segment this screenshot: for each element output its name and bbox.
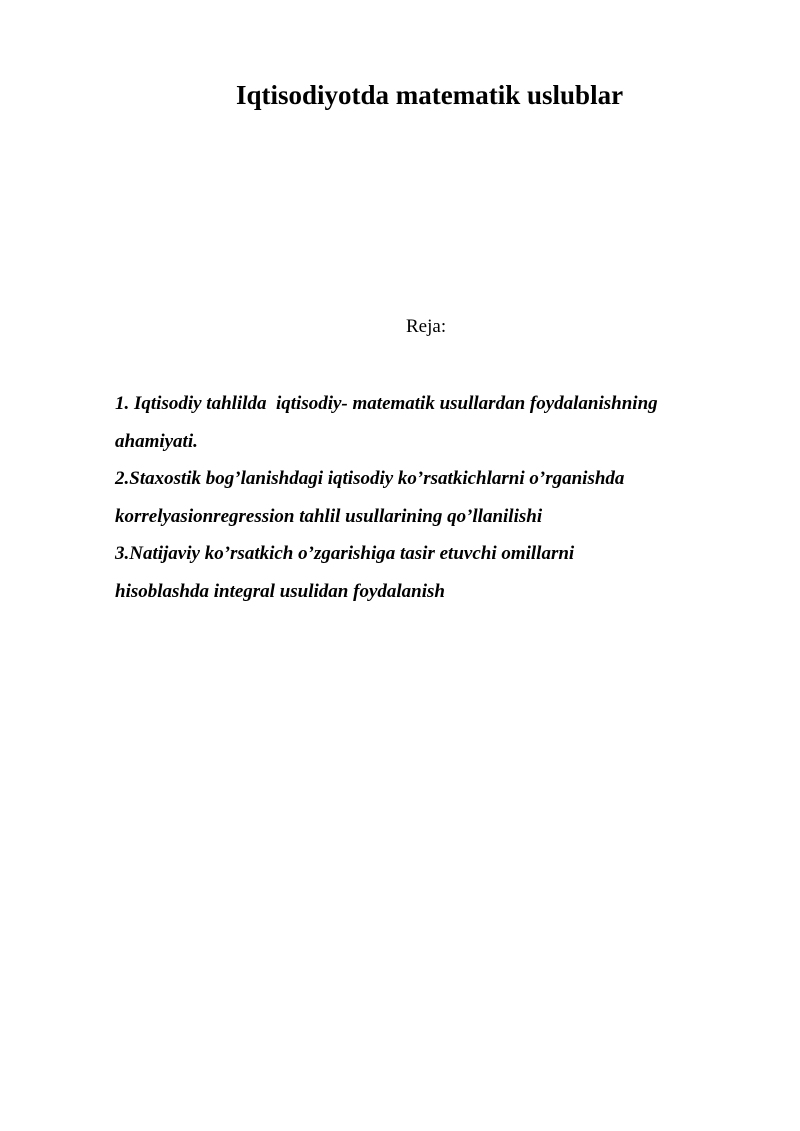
- plan-item-line: 2.Staxostik bog’lanishdagi iqtisodiy ko’rsatkichlarni o’rganishda: [115, 468, 625, 489]
- plan-list: [115, 385, 755, 610]
- plan-heading: Reja:: [406, 316, 447, 337]
- plan-item-line: 1. Iqtisodiy tahlilda iqtisodiy- matematik usullardan foydalanishning: [115, 393, 658, 414]
- plan-item-line: hisoblashda integral usulidan foydalanish: [115, 580, 445, 602]
- plan-item: [115, 460, 755, 535]
- plan-item-line: 3.Natijaviy ko’rsatkich o’zgarishiga tasir etuvchi omillarni: [115, 543, 575, 564]
- plan-item-line: korrelyasionregression tahlil usullarining qo’llanilishi: [115, 505, 543, 527]
- plan-item: [115, 535, 755, 610]
- document-title: Iqtisodiyotda matematik uslublar: [236, 80, 624, 110]
- plan-item: [115, 385, 755, 460]
- plan-item-line: ahamiyati.: [115, 430, 198, 452]
